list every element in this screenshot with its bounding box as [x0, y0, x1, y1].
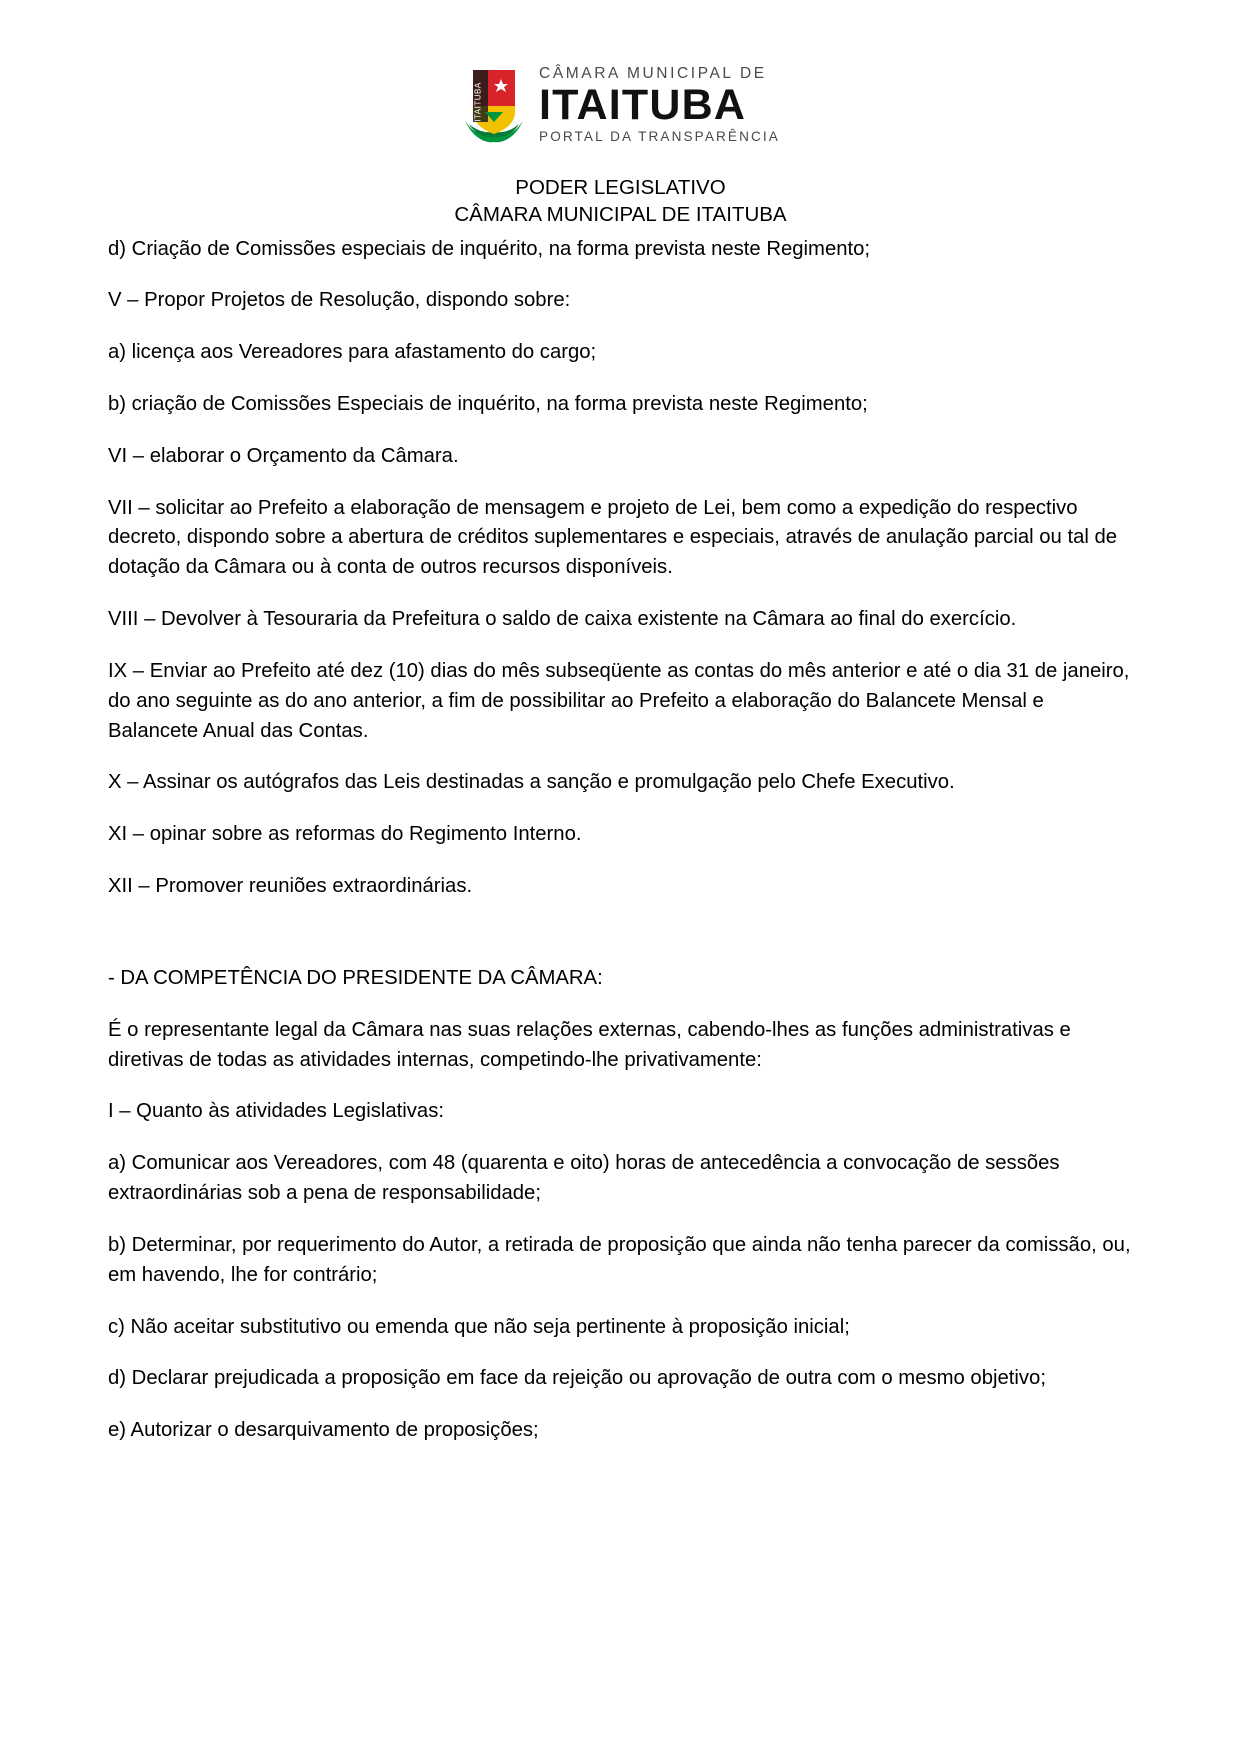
paragraph-item-viii: VIII – Devolver à Tesouraria da Prefeitura o saldo de caixa existente na Câmara ao final do exercício. [108, 608, 1017, 631]
logo-line-1: CÂMARA MUNICIPAL DE [539, 65, 767, 83]
svg-text:ITAITUBA: ITAITUBA [473, 82, 483, 122]
header-camara-municipal: CÂMARA MUNICIPAL DE ITAITUBA [454, 203, 787, 227]
paragraph-item-vii: VII – solicitar ao Prefeito a elaboração de mensagem e projeto de Lei, bem como a expedição do respectivo decreto, dispondo sobre a abertura de créditos suplementares e especiais, através de anulação parcial ou tal de dotação da Câmara ou à conta de outros recursos disponíveis. [108, 496, 1118, 579]
logo-line-3: PORTAL DA TRANSPARÊNCIA [539, 128, 780, 144]
paragraph-item-c2: c) Não aceitar substitutivo ou emenda que não seja pertinente à proposição inicial; [108, 1315, 850, 1338]
paragraph-item-i: I – Quanto às atividades Legislativas: [108, 1100, 444, 1123]
paragraph-item-ix: IX – Enviar ao Prefeito até dez (10) dias do mês subseqüente as contas do mês anterior e até o dia 31 de janeiro, do ano seguinte as do ano anterior, a fim de possibilitar ao Prefeito a elaboração do Balancete Mensal e Balancete Anual das Contas. [108, 659, 1130, 742]
paragraph-item-a2: a) Comunicar aos Vereadores, com 48 (quarenta e oito) horas de antecedência a convocação de sessões extraordinárias sob a pena de responsabilidade; [108, 1152, 1060, 1205]
paragraph-item-e2: e) Autorizar o desarquivamento de proposições; [108, 1419, 539, 1442]
paragraph-item-x: X – Assinar os autógrafos das Leis destinadas a sanção e promulgação pelo Chefe Executivo. [108, 771, 955, 794]
paragraph-item-xi: XI – opinar sobre as reformas do Regimento Interno. [108, 823, 582, 846]
section-heading-competencia-presidente: - DA COMPETÊNCIA DO PRESIDENTE DA CÂMARA: [108, 966, 603, 989]
paragraph-item-d: d) Criação de Comissões especiais de inquérito, na forma prevista neste Regimento; [108, 237, 871, 260]
paragraph-item-xii: XII – Promover reuniões extraordinárias. [108, 875, 473, 898]
paragraph-representante-legal: É o representante legal da Câmara nas suas relações externas, cabendo-lhes as funções administrativas e diretivas de todas as atividades internas, competindo-lhe privativamente: [108, 1018, 1071, 1071]
paragraph-item-vi: VI – elaborar o Orçamento da Câmara. [108, 444, 459, 467]
paragraph-item-v: V – Propor Projetos de Resolução, dispondo sobre: [108, 289, 571, 312]
header-poder-legislativo: PODER LEGISLATIVO [515, 176, 726, 199]
logo-wordmark [539, 66, 780, 143]
paragraph-item-b: b) criação de Comissões Especiais de inquérito, na forma prevista neste Regimento; [108, 392, 868, 415]
paragraph-item-d2: d) Declarar prejudicada a proposição em face da rejeição ou aprovação de outra com o mesmo objetivo; [108, 1367, 1046, 1390]
camara-logo [108, 62, 1133, 148]
coat-of-arms-icon [461, 62, 527, 148]
logo-line-2: ITAITUBA [539, 80, 747, 129]
paragraph-item-b2: b) Determinar, por requerimento do Autor, a retirada de proposição que ainda não tenha parecer da comissão, ou, em havendo, lhe for contrário; [108, 1233, 1131, 1286]
paragraph-item-a: a) licença aos Vereadores para afastamento do cargo; [108, 341, 597, 364]
document-header [108, 174, 1133, 229]
document-body [108, 235, 1133, 1447]
